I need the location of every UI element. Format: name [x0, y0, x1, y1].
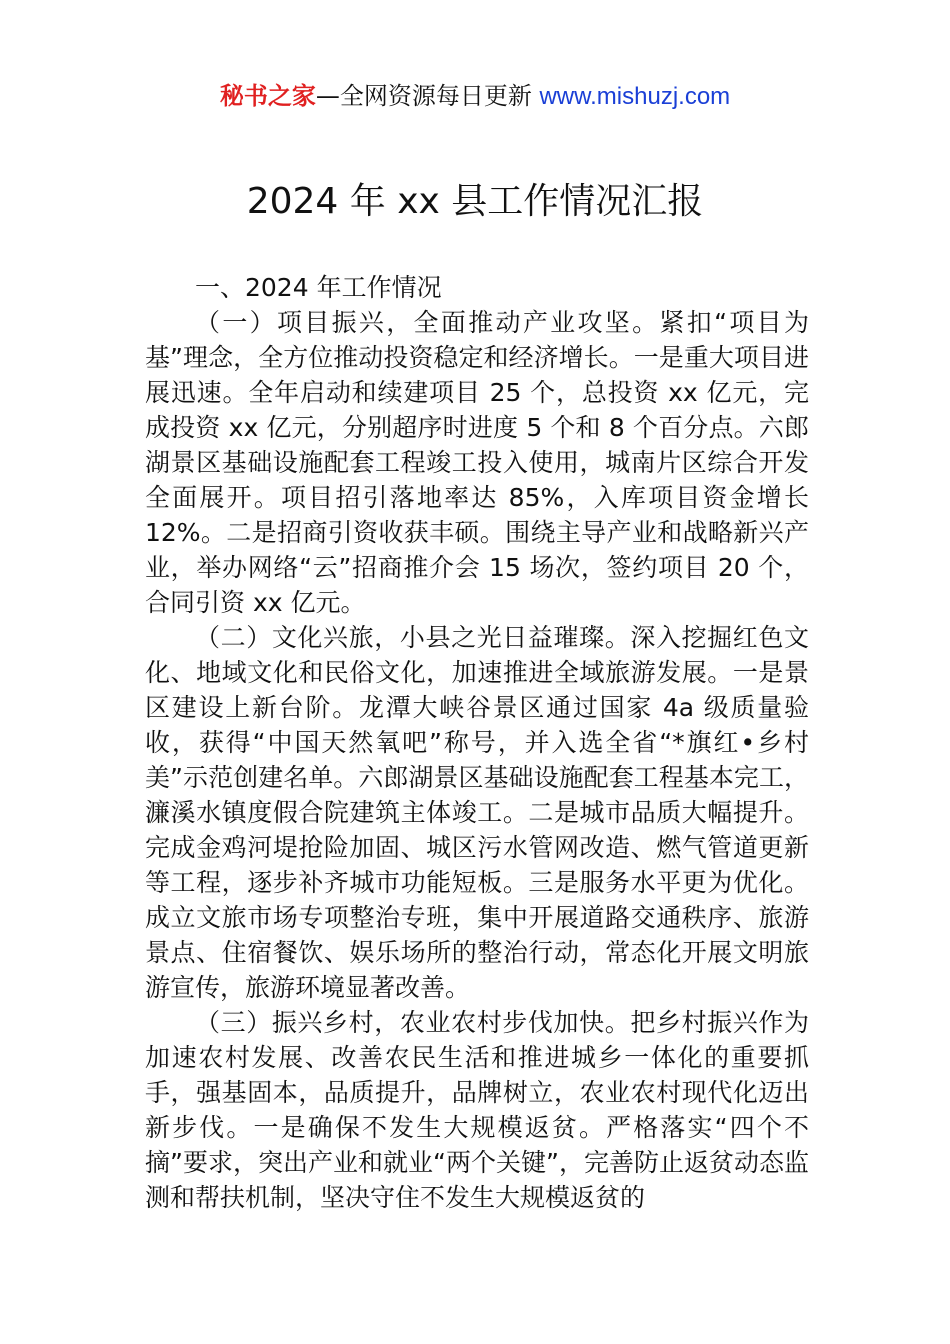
watermark-header: [0, 80, 950, 113]
document-body: [145, 270, 809, 1215]
paragraph-projects: （一）项目振兴，全面推动产业攻坚。紧扣“项目为基”理念，全方位推动投资稳定和经济增长。一是重大项目进展迅速。全年启动和续建项目 25 个，总投资 xx 亿元，完成投资 xx 亿元，分别超序时进度 5 个和 8 个百分点。六郎湖景区基础设施配套工程竣工投入使用，城南片区综合开发全面展开。项目招引落地率达 85%，入库项目资金增长 12%。二是招商引资收获丰硕。围绕主导产业和战略新兴产业，举办网络“云”招商推介会 15 场次，签约项目 20 个，合同引资 xx 亿元。: [145, 308, 809, 617]
site-link[interactable]: www.mishuzj.com: [539, 83, 731, 110]
paragraph-tourism: （二）文化兴旅，小县之光日益璀璨。深入挖掘红色文化、地域文化和民俗文化，加速推进全域旅游发展。一是景区建设上新台阶。龙潭大峡谷景区通过国家 4a 级质量验收，获得“中国天然氧吧”称号，并入选全省“*旗红•乡村美”示范创建名单。六郎湖景区基础设施配套工程基本完工，濂溪水镇度假合院建筑主体竣工。二是城市品质大幅提升。完成金鸡河堤抢险加固、城区污水管网改造、燃气管道更新等工程，逐步补齐城市功能短板。三是服务水平更为优化。成立文旅市场专项整治专班，集中开展道路交通秩序、旅游景点、住宿餐饮、娱乐场所的整治行动，常态化开展文明旅游宣传，旅游环境显著改善。: [145, 623, 809, 1002]
brand-name: 秘书之家: [219, 82, 316, 110]
section-heading: 一、2024 年工作情况: [195, 273, 442, 302]
paragraph-rural: （三）振兴乡村，农业农村步伐加快。把乡村振兴作为加速农村发展、改善农民生活和推进城乡一体化的重要抓手，强基固本，品质提升，品牌树立，农业农村现代化迈出新步伐。一是确保不发生大规模返贫。严格落实“四个不摘”要求，突出产业和就业“两个关键”，完善防止返贫动态监测和帮扶机制，坚决守住不发生大规模返贫的: [145, 1008, 809, 1212]
header-tagline: —全网资源每日更新: [315, 82, 540, 110]
document-title: 2024 年 xx 县工作情况汇报: [246, 181, 704, 222]
